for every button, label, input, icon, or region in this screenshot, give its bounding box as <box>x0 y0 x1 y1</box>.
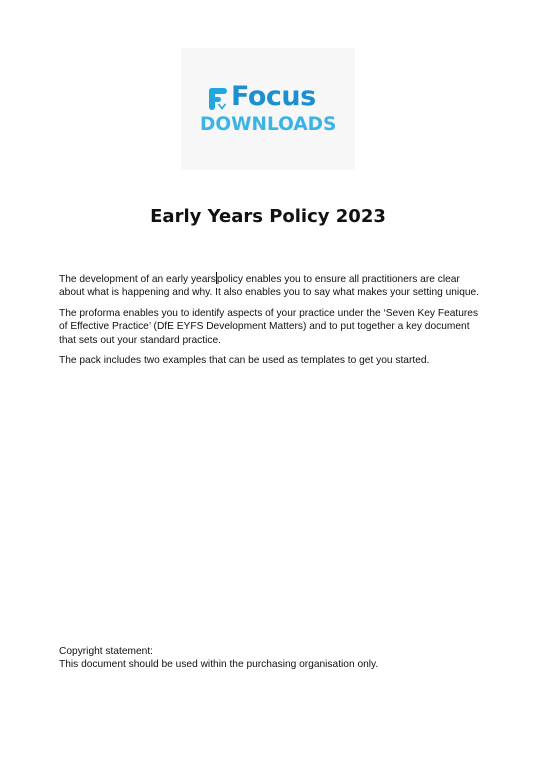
copyright-statement <box>59 646 499 671</box>
logo-word-focus: Focus <box>231 81 316 112</box>
paragraph-intro-end: policy enables you to ensure all practitioners are clear about what is happening and why. It also enables you to say what makes your setting unique. <box>59 274 480 299</box>
logo-word-downloads: DOWNLOADS <box>200 114 337 135</box>
document-body[interactable] <box>59 272 481 374</box>
document-title: Early Years Policy 2023 <box>150 206 386 227</box>
logo-top-row <box>209 81 316 112</box>
paragraph-pack[interactable]: The pack includes two examples that can be used as templates to get you started. <box>59 355 430 367</box>
copyright-heading: Copyright statement: <box>59 646 153 657</box>
paragraph-proforma[interactable]: The proforma enables you to identify aspects of your practice under the ‘Seven Key Features of Effective Practice’ (DfE EYFS Development Matters) and to put together a key document that sets out your standard practice. <box>59 307 479 346</box>
focus-f-logo-icon <box>209 86 229 110</box>
paragraph-intro[interactable] <box>59 272 481 300</box>
focus-downloads-logo <box>181 48 355 170</box>
copyright-text: This document should be used within the purchasing organisation only. <box>59 658 379 670</box>
paragraph-intro-start: The development of an early years <box>59 274 216 285</box>
